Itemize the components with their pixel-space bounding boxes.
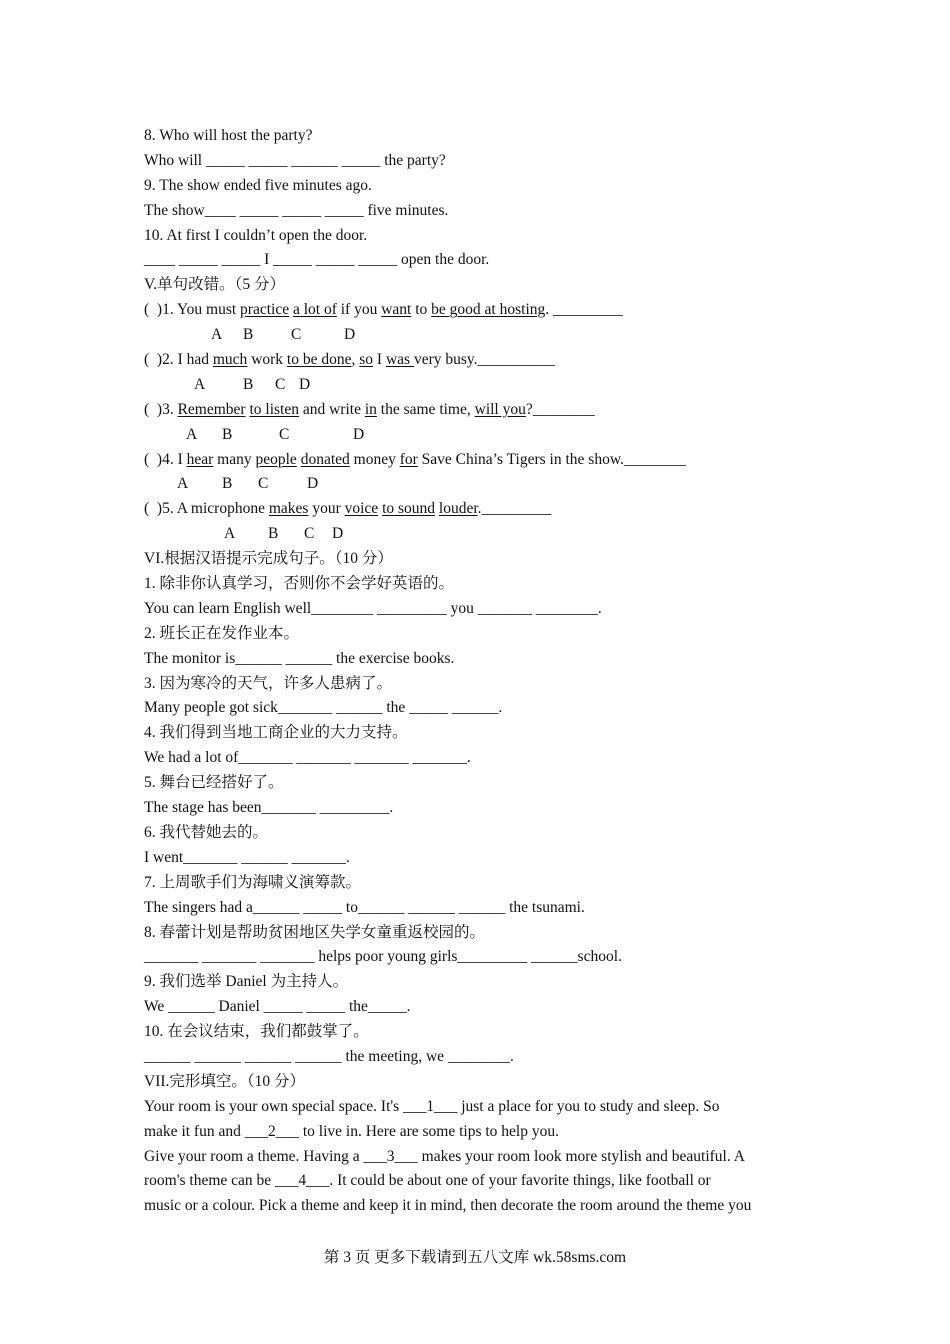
translation-2-english: The monitor is______ ______ the exercise books. (144, 649, 455, 667)
error-item-5: ( )5. A microphone makes your voice to sound louder._________ (144, 500, 552, 518)
translation-8-chinese: 8. 春蕾计划是帮助贫困地区失学女童重返校园的。 (144, 923, 486, 941)
option-letters-5: A B C D (224, 525, 344, 543)
translation-3-chinese: 3. 因为寒冷的天气，许多人患病了。 (144, 674, 393, 692)
translation-9-english: We ______ Daniel _____ _____ the_____. (144, 998, 411, 1016)
translation-2-chinese: 2. 班长正在发作业本。 (144, 624, 300, 642)
cloze-blank-3: ___3___ (363, 1147, 418, 1165)
question-8-rewrite: Who will _____ _____ ______ _____ the party? (144, 151, 446, 169)
question-9-rewrite: The show____ _____ _____ _____ five minutes. (144, 201, 449, 219)
cloze-line-1: Your room is your own special space. It's ___1___ just a place for you to study and sleep. So (144, 1097, 720, 1115)
error-item-3: ( )3. Remember to listen and write in the same time, will you?________ (144, 400, 595, 418)
question-9-original: 9. The show ended five minutes ago. (144, 176, 372, 194)
error-item-2: ( )2. I had much work to be done, so I was very busy.__________ (144, 351, 556, 369)
error-item-1: ( )1. You must practice a lot of if you want to be good at hosting. _________ (144, 301, 623, 319)
cloze-blank-4: ___4___ (275, 1172, 330, 1190)
cloze-line-4: room's theme can be ___4___. It could be about one of your favorite things, like football or (144, 1172, 711, 1190)
translation-1-english: You can learn English well________ _________ you _______ ________. (144, 599, 602, 617)
option-letters-1: A B C D (211, 326, 356, 344)
cloze-line-3: Give your room a theme. Having a ___3___ makes your room look more stylish and beautiful. A (144, 1147, 745, 1165)
translation-7-english: The singers had a______ _____ to______ ______ ______ the tsunami. (144, 898, 585, 916)
translation-5-english: The stage has been_______ _________. (144, 799, 394, 817)
translation-6-chinese: 6. 我代替她去的。 (144, 823, 269, 841)
translation-4-english: We had a lot of_______ _______ _______ _______. (144, 749, 471, 767)
cloze-blank-2: ___2___ (244, 1122, 299, 1140)
translation-10-english: ______ ______ ______ ______ the meeting, we ________. (144, 1047, 514, 1065)
error-item-4: ( )4. I hear many people donated money for Save China’s Tigers in the show.________ (144, 450, 686, 468)
page-footer: 第 3 页 更多下载请到五八文库 wk.58sms.com (323, 1249, 627, 1266)
section-5-title: V.单句改错。（5 分） (144, 276, 285, 294)
option-letters-3: A B C D (186, 425, 365, 443)
translation-6-english: I went_______ ______ _______. (144, 848, 350, 866)
translation-9-chinese: 9. 我们选举 Daniel 为主持人。 (144, 973, 349, 991)
translation-8-english: _______ _______ _______ helps poor young girls_________ ______school. (144, 948, 622, 966)
translation-4-chinese: 4. 我们得到当地工商企业的大力支持。 (144, 724, 408, 742)
option-letters-4: A B C D (177, 475, 319, 493)
section-6-title: VI.根据汉语提示完成句子。（10 分） (144, 550, 393, 568)
document-page (144, 124, 814, 1219)
cloze-blank-1: ___1___ (403, 1097, 458, 1115)
translation-5-chinese: 5. 舞台已经搭好了。 (144, 774, 284, 792)
cloze-line-2: make it fun and ___2___ to live in. Here are some tips to help you. (144, 1122, 559, 1140)
translation-1-chinese: 1. 除非你认真学习，否则你不会学好英语的。 (144, 575, 455, 593)
question-10-rewrite: ____ _____ _____ I _____ _____ _____ open the door. (144, 251, 490, 269)
translation-3-english: Many people got sick_______ ______ the _____ ______. (144, 699, 503, 717)
question-10-original: 10. At first I couldn’t open the door. (144, 226, 368, 244)
translation-10-chinese: 10. 在会议结束，我们都鼓掌了。 (144, 1023, 369, 1041)
translation-7-chinese: 7. 上周歌手们为海啸义演筹款。 (144, 873, 362, 891)
option-letters-2: A B C D (194, 375, 311, 393)
cloze-line-5: music or a colour. Pick a theme and keep it in mind, then decorate the room around the theme you (144, 1197, 752, 1215)
section-7-title: VII.完形填空。（10 分） (144, 1072, 306, 1090)
question-8-original: 8. Who will host the party? (144, 127, 313, 144)
